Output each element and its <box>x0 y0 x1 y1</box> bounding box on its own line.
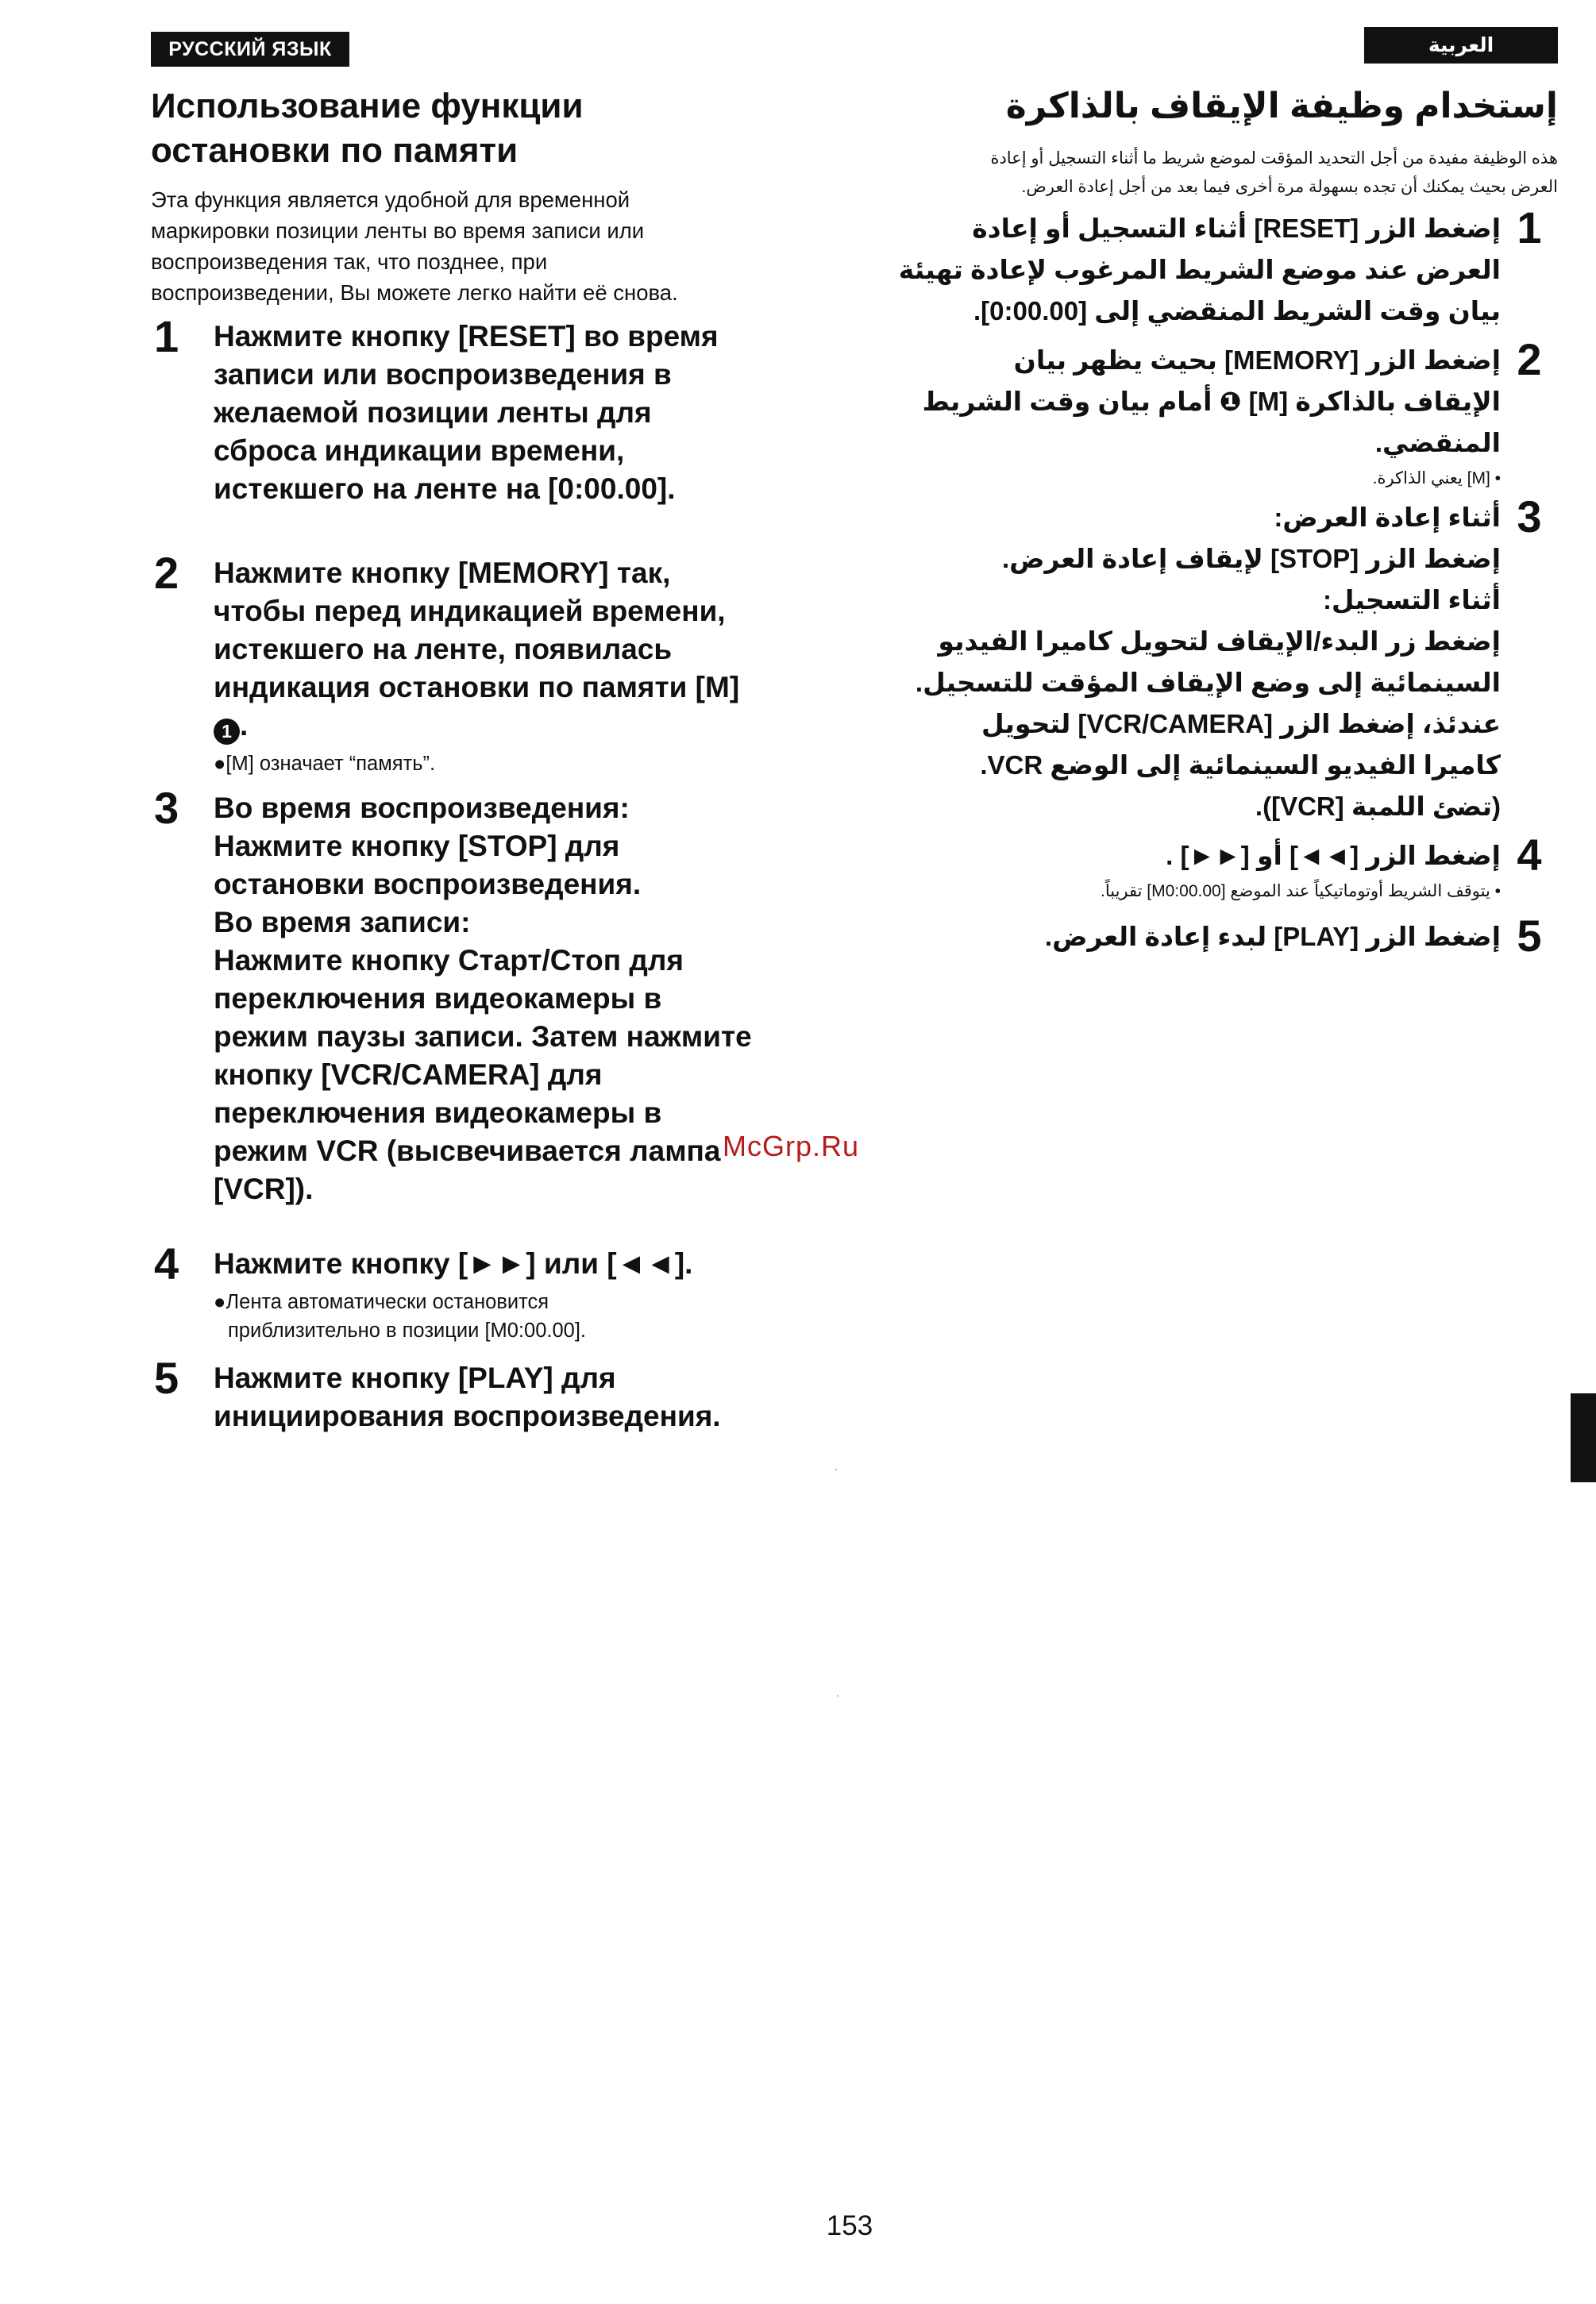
ar-step-number: 5 <box>1517 911 1542 961</box>
ar-step-text <box>897 340 1501 464</box>
ru-note-line: ●Лента автоматически остановится <box>214 1291 549 1313</box>
ru-step-line: 1 . <box>214 707 834 745</box>
ru-step-line: истекшего на ленте, появилась <box>214 633 673 665</box>
ru-step-text <box>214 318 834 508</box>
ar-step-body <box>897 340 1501 492</box>
ar-step-number: 1 <box>1517 202 1542 252</box>
ar-step-line: عندئذ، إضغط الزر [VCR/CAMERA] لتحويل <box>981 709 1501 738</box>
ru-step-line: Во время записи: <box>214 906 471 938</box>
ar-step-4 <box>897 830 1558 905</box>
ar-step-line: إضغط الزر [STOP] لإيقاف إعادة العرض. <box>1002 544 1501 573</box>
ar-section-title: إستخدام وظيفة الإيقاف بالذاكرة <box>1005 87 1558 125</box>
ru-step-note <box>214 1288 834 1345</box>
ru-step-line: истекшего на ленте на [0:00.00]. <box>214 472 676 505</box>
circled-number-1-icon: 1 <box>214 719 240 745</box>
ru-step-line: Нажмите кнопку [►►] или [◄◄]. <box>214 1247 693 1280</box>
ru-step-5 <box>151 1353 834 1435</box>
ar-step-line: السينمائية إلى وضع الإيقاف المؤقت للتسجيل. <box>915 668 1501 697</box>
ru-step-body <box>214 1245 834 1345</box>
ru-intro-paragraph <box>151 184 834 308</box>
ar-step-line: أثناء التسجيل: <box>1322 585 1501 615</box>
ru-step-2 <box>151 548 834 778</box>
ru-step-line: Нажмите кнопку [RESET] во время <box>214 320 719 353</box>
ru-step-line: желаемой позиции ленты для <box>214 396 652 429</box>
ru-step-body <box>214 554 834 778</box>
ar-step-text <box>897 208 1501 332</box>
ru-step-line: сброса индикации времени, <box>214 434 625 467</box>
ar-step-line: أثناء إعادة العرض: <box>1274 503 1501 532</box>
ar-intro-line: هذه الوظيفة مفيدة من أجل التحديد المؤقت لموضع شريط ما أثناء التسجيل أو إعادة <box>990 149 1558 168</box>
ar-step-note: • [M] يعني الذاكرة. <box>1372 469 1501 487</box>
ru-step-number: 1 <box>154 311 179 361</box>
ru-intro-line: воспроизведении, Вы можете легко найти её снова. <box>151 280 678 305</box>
ar-step-note: • يتوقف الشريط أوتوماتيكياً عند الموضع [M0:00.00] تقريباً. <box>1101 882 1501 900</box>
ru-step-line: кнопку [VCR/CAMERA] для <box>214 1058 603 1091</box>
ar-intro-paragraph <box>897 144 1558 202</box>
ru-intro-line: маркировки позиции ленты во время записи или <box>151 218 645 243</box>
arabic-column <box>897 84 1558 961</box>
ar-step-2 <box>897 334 1558 492</box>
russian-column <box>151 84 834 1435</box>
ru-intro-line: воспроизведения так, что позднее, при <box>151 249 548 274</box>
ru-step-line: записи или воспроизведения в <box>214 358 672 391</box>
ar-step-line: كاميرا الفيديو السينمائية إلى الوضع VCR. <box>980 750 1501 780</box>
ru-step-line: Нажмите кнопку [PLAY] для <box>214 1362 616 1394</box>
ru-step-line: переключения видеокамеры в <box>214 1096 662 1129</box>
ru-step-line: переключения видеокамеры в <box>214 982 662 1015</box>
ru-step-text <box>214 1359 834 1435</box>
ar-step-line: إضغط الزر [◄◄] أو [►►] . <box>1166 841 1501 870</box>
page-edge-marker <box>1571 1393 1596 1482</box>
ru-step-number: 2 <box>154 548 179 598</box>
ru-step-line: Нажмите кнопку [MEMORY] так, <box>214 557 671 589</box>
ru-step-line: инициирования воспроизведения. <box>214 1400 721 1432</box>
ru-title-line: Использование функции <box>151 87 584 125</box>
ar-step-line: إضغط الزر [MEMORY] بحيث يظهر بيان <box>1013 345 1501 375</box>
ar-step-body <box>897 835 1501 905</box>
ru-step-number: 3 <box>154 783 179 833</box>
ru-step-line: Нажмите кнопку Старт/Стоп для <box>214 944 684 977</box>
ar-step-text <box>897 497 1501 827</box>
ar-step-text <box>897 916 1501 957</box>
page-number: 153 <box>826 2210 873 2241</box>
ru-step-1 <box>151 311 834 508</box>
ar-intro-line: العرض بحيث يمكنك أن تجده بسهولة مرة أخرى فيما بعد من أجل إعادة العرض. <box>1021 178 1558 196</box>
watermark-text: McGrp.Ru <box>723 1130 860 1162</box>
ar-step-1 <box>897 202 1558 332</box>
ar-step-3 <box>897 491 1558 827</box>
russian-language-tab: РУССКИЙ ЯЗЫК <box>151 32 349 67</box>
ru-step-note: ●[M] означает “память”. <box>214 753 436 775</box>
ru-step-number: 5 <box>154 1353 179 1403</box>
ar-step-5 <box>897 911 1558 961</box>
ru-step-line: чтобы перед индикацией времени, <box>214 595 726 627</box>
ru-step-number: 4 <box>154 1239 179 1289</box>
ar-step-line: العرض عند موضع الشريط المرغوب لإعادة تهيئة <box>898 255 1501 284</box>
ru-intro-line: Эта функция является удобной для временной <box>151 187 630 212</box>
ru-step-4 <box>151 1239 834 1345</box>
ar-step-line: المنقضي. <box>1374 428 1501 457</box>
ar-step-number: 3 <box>1517 491 1542 541</box>
ru-title-line: остановки по памяти <box>151 131 519 170</box>
ar-step-text <box>897 835 1501 877</box>
ru-note-line: приблизительно в позиции [M0:00.00]. <box>228 1320 587 1342</box>
scan-speck <box>837 1695 838 1697</box>
ar-step-line: إضغط الزر [RESET] أثناء التسجيل أو إعادة <box>972 214 1501 243</box>
ru-step-line: режим VCR (высвечивается лампа <box>214 1135 721 1167</box>
ru-step-line: режим паузы записи. Затем нажмите <box>214 1020 752 1053</box>
ru-step-line: [VCR]). <box>214 1173 314 1205</box>
ar-step-line: إضغط زر البدء/الإيقاف لتحويل كاميرا الفيديو <box>938 626 1501 656</box>
arabic-language-tab: العربية <box>1364 27 1558 64</box>
ar-step-line: بيان وقت الشريط المنقضي إلى [0:00.00]. <box>973 296 1501 326</box>
ar-step-line: إضغط الزر [PLAY] لبدء إعادة العرض. <box>1044 922 1501 951</box>
ar-step-number: 2 <box>1517 334 1542 384</box>
ru-step-line: Нажмите кнопку [STOP] для <box>214 830 620 862</box>
ru-section-title <box>151 84 834 173</box>
ar-step-number: 4 <box>1517 830 1542 880</box>
ru-step-line: индикация остановки по памяти [M] <box>214 671 740 703</box>
ru-step-text <box>214 1245 834 1283</box>
scan-speck <box>835 1469 837 1470</box>
ru-step-line: остановки воспроизведения. <box>214 868 642 900</box>
ru-step-text <box>214 554 834 745</box>
ar-step-line: (تضئ اللمبة [VCR]). <box>1255 792 1501 821</box>
ru-step-line: Во время воспроизведения: <box>214 792 630 824</box>
ar-step-line: الإيقاف بالذاكرة [M] ❶ أمام بيان وقت الشريط <box>922 387 1501 416</box>
